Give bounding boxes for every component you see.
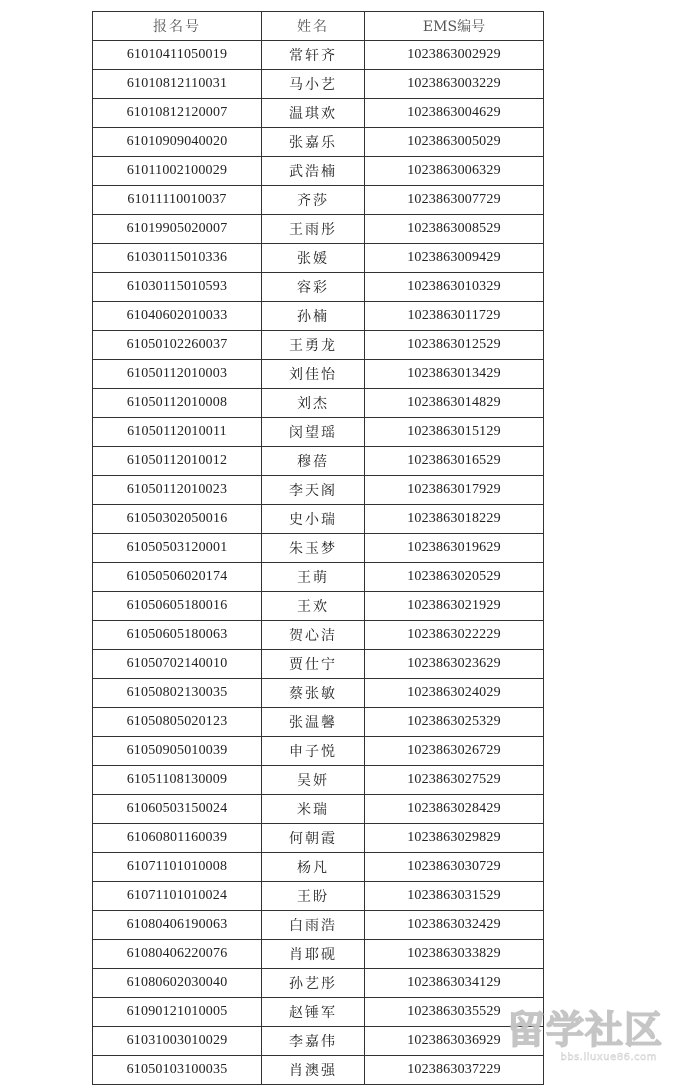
cell-name: 赵锤军 bbox=[262, 998, 365, 1027]
cell-registration-number: 61010812110031 bbox=[93, 70, 262, 99]
cell-ems-number: 1023863006329 bbox=[365, 157, 544, 186]
cell-name: 孙楠 bbox=[262, 302, 365, 331]
cell-registration-number: 61050112010003 bbox=[93, 360, 262, 389]
cell-registration-number: 61019905020007 bbox=[93, 215, 262, 244]
cell-ems-number: 1023863007729 bbox=[365, 186, 544, 215]
table-row bbox=[93, 650, 544, 679]
cell-name: 王盼 bbox=[262, 882, 365, 911]
registration-table bbox=[92, 11, 544, 1085]
cell-name: 肖耶砚 bbox=[262, 940, 365, 969]
cell-registration-number: 61050503120001 bbox=[93, 534, 262, 563]
table-row bbox=[93, 563, 544, 592]
cell-name: 温琪欢 bbox=[262, 99, 365, 128]
table-row bbox=[93, 940, 544, 969]
cell-registration-number: 61050506020174 bbox=[93, 563, 262, 592]
cell-registration-number: 61090121010005 bbox=[93, 998, 262, 1027]
cell-registration-number: 61050802130035 bbox=[93, 679, 262, 708]
table-row bbox=[93, 766, 544, 795]
cell-ems-number: 1023863036929 bbox=[365, 1027, 544, 1056]
cell-ems-number: 1023863020529 bbox=[365, 563, 544, 592]
cell-registration-number: 61071101010024 bbox=[93, 882, 262, 911]
cell-ems-number: 1023863031529 bbox=[365, 882, 544, 911]
table-row bbox=[93, 853, 544, 882]
table-body bbox=[93, 41, 544, 1085]
cell-name: 王萌 bbox=[262, 563, 365, 592]
cell-name: 申子悦 bbox=[262, 737, 365, 766]
cell-name: 常轩齐 bbox=[262, 41, 365, 70]
table-row bbox=[93, 331, 544, 360]
table-row bbox=[93, 708, 544, 737]
cell-registration-number: 61080406220076 bbox=[93, 940, 262, 969]
cell-ems-number: 1023863003229 bbox=[365, 70, 544, 99]
cell-ems-number: 1023863027529 bbox=[365, 766, 544, 795]
table-row bbox=[93, 389, 544, 418]
cell-name: 齐莎 bbox=[262, 186, 365, 215]
table-row bbox=[93, 476, 544, 505]
cell-ems-number: 1023863021929 bbox=[365, 592, 544, 621]
cell-name: 李天阁 bbox=[262, 476, 365, 505]
cell-ems-number: 1023863022229 bbox=[365, 621, 544, 650]
cell-ems-number: 1023863013429 bbox=[365, 360, 544, 389]
table-row bbox=[93, 157, 544, 186]
cell-name: 何朝霞 bbox=[262, 824, 365, 853]
cell-name: 白雨浩 bbox=[262, 911, 365, 940]
cell-name: 史小瑞 bbox=[262, 505, 365, 534]
cell-name: 贺心洁 bbox=[262, 621, 365, 650]
cell-name: 王欢 bbox=[262, 592, 365, 621]
cell-ems-number: 1023863016529 bbox=[365, 447, 544, 476]
cell-ems-number: 1023863011729 bbox=[365, 302, 544, 331]
cell-name: 朱玉梦 bbox=[262, 534, 365, 563]
cell-name: 容彩 bbox=[262, 273, 365, 302]
cell-ems-number: 1023863008529 bbox=[365, 215, 544, 244]
cell-registration-number: 61010812120007 bbox=[93, 99, 262, 128]
cell-name: 张媛 bbox=[262, 244, 365, 273]
cell-registration-number: 61031003010029 bbox=[93, 1027, 262, 1056]
cell-ems-number: 1023863012529 bbox=[365, 331, 544, 360]
cell-name: 杨凡 bbox=[262, 853, 365, 882]
cell-ems-number: 1023863023629 bbox=[365, 650, 544, 679]
cell-name: 贾仕宁 bbox=[262, 650, 365, 679]
watermark-logo-text: 留学社区 bbox=[506, 1008, 663, 1052]
cell-registration-number: 61050112010011 bbox=[93, 418, 262, 447]
cell-ems-number: 1023863002929 bbox=[365, 41, 544, 70]
cell-registration-number: 61060801160039 bbox=[93, 824, 262, 853]
cell-name: 肖澳强 bbox=[262, 1056, 365, 1085]
cell-name: 马小艺 bbox=[262, 70, 365, 99]
table-row bbox=[93, 998, 544, 1027]
table-row bbox=[93, 795, 544, 824]
cell-ems-number: 1023863005029 bbox=[365, 128, 544, 157]
table-row bbox=[93, 911, 544, 940]
cell-registration-number: 61050605180063 bbox=[93, 621, 262, 650]
table-row bbox=[93, 737, 544, 766]
cell-ems-number: 1023863015129 bbox=[365, 418, 544, 447]
cell-name: 闵望瑶 bbox=[262, 418, 365, 447]
cell-name: 蔡张敏 bbox=[262, 679, 365, 708]
cell-ems-number: 1023863028429 bbox=[365, 795, 544, 824]
cell-name: 王勇龙 bbox=[262, 331, 365, 360]
cell-name: 王雨彤 bbox=[262, 215, 365, 244]
cell-registration-number: 61080602030040 bbox=[93, 969, 262, 998]
cell-registration-number: 61050805020123 bbox=[93, 708, 262, 737]
cell-ems-number: 1023863030729 bbox=[365, 853, 544, 882]
table-row bbox=[93, 244, 544, 273]
cell-ems-number: 1023863033829 bbox=[365, 940, 544, 969]
cell-registration-number: 61050605180016 bbox=[93, 592, 262, 621]
cell-name: 刘佳怡 bbox=[262, 360, 365, 389]
cell-registration-number: 61050112010008 bbox=[93, 389, 262, 418]
cell-registration-number: 61050112010023 bbox=[93, 476, 262, 505]
cell-registration-number: 61080406190063 bbox=[93, 911, 262, 940]
table-row bbox=[93, 621, 544, 650]
cell-registration-number: 61011110010037 bbox=[93, 186, 262, 215]
cell-name: 武浩楠 bbox=[262, 157, 365, 186]
table-row bbox=[93, 1027, 544, 1056]
cell-ems-number: 1023863014829 bbox=[365, 389, 544, 418]
cell-registration-number: 61060503150024 bbox=[93, 795, 262, 824]
table-row bbox=[93, 360, 544, 389]
table-header-row bbox=[93, 12, 544, 41]
cell-name: 米瑞 bbox=[262, 795, 365, 824]
watermark-url: bbs.liuxue86.com bbox=[560, 1052, 657, 1063]
table-row bbox=[93, 128, 544, 157]
cell-name: 李嘉伟 bbox=[262, 1027, 365, 1056]
cell-registration-number: 61051108130009 bbox=[93, 766, 262, 795]
cell-registration-number: 61010411050019 bbox=[93, 41, 262, 70]
table-row bbox=[93, 447, 544, 476]
table-row bbox=[93, 679, 544, 708]
table-row bbox=[93, 1056, 544, 1085]
cell-name: 吴妍 bbox=[262, 766, 365, 795]
table-row bbox=[93, 534, 544, 563]
table-row bbox=[93, 186, 544, 215]
cell-ems-number: 1023863034129 bbox=[365, 969, 544, 998]
cell-registration-number: 61050103100035 bbox=[93, 1056, 262, 1085]
cell-ems-number: 1023863025329 bbox=[365, 708, 544, 737]
table-row bbox=[93, 882, 544, 911]
table-row bbox=[93, 505, 544, 534]
table-row bbox=[93, 302, 544, 331]
header-name: 姓名 bbox=[262, 12, 365, 41]
cell-ems-number: 1023863026729 bbox=[365, 737, 544, 766]
cell-registration-number: 61050905010039 bbox=[93, 737, 262, 766]
cell-ems-number: 1023863032429 bbox=[365, 911, 544, 940]
cell-ems-number: 1023863035529 bbox=[365, 998, 544, 1027]
cell-registration-number: 61050702140010 bbox=[93, 650, 262, 679]
header-registration-number: 报名号 bbox=[93, 12, 262, 41]
cell-registration-number: 61050102260037 bbox=[93, 331, 262, 360]
cell-registration-number: 61011002100029 bbox=[93, 157, 262, 186]
cell-name: 刘杰 bbox=[262, 389, 365, 418]
cell-ems-number: 1023863010329 bbox=[365, 273, 544, 302]
cell-name: 孙艺彤 bbox=[262, 969, 365, 998]
cell-registration-number: 61040602010033 bbox=[93, 302, 262, 331]
cell-registration-number: 61050112010012 bbox=[93, 447, 262, 476]
table-row bbox=[93, 215, 544, 244]
table-row bbox=[93, 99, 544, 128]
header-ems-number: EMS编号 bbox=[365, 12, 544, 41]
table-row bbox=[93, 418, 544, 447]
cell-ems-number: 1023863017929 bbox=[365, 476, 544, 505]
cell-ems-number: 1023863009429 bbox=[365, 244, 544, 273]
table-row bbox=[93, 969, 544, 998]
cell-registration-number: 61030115010593 bbox=[93, 273, 262, 302]
table-row bbox=[93, 70, 544, 99]
cell-registration-number: 61050302050016 bbox=[93, 505, 262, 534]
cell-registration-number: 61010909040020 bbox=[93, 128, 262, 157]
cell-name: 张嘉乐 bbox=[262, 128, 365, 157]
cell-ems-number: 1023863037229 bbox=[365, 1056, 544, 1085]
cell-registration-number: 61030115010336 bbox=[93, 244, 262, 273]
cell-name: 张温馨 bbox=[262, 708, 365, 737]
cell-ems-number: 1023863029829 bbox=[365, 824, 544, 853]
cell-ems-number: 1023863004629 bbox=[365, 99, 544, 128]
table-row bbox=[93, 273, 544, 302]
cell-name: 穆蓓 bbox=[262, 447, 365, 476]
cell-ems-number: 1023863019629 bbox=[365, 534, 544, 563]
cell-ems-number: 1023863024029 bbox=[365, 679, 544, 708]
table-row bbox=[93, 41, 544, 70]
table-row bbox=[93, 592, 544, 621]
table-row bbox=[93, 824, 544, 853]
cell-ems-number: 1023863018229 bbox=[365, 505, 544, 534]
cell-registration-number: 61071101010008 bbox=[93, 853, 262, 882]
